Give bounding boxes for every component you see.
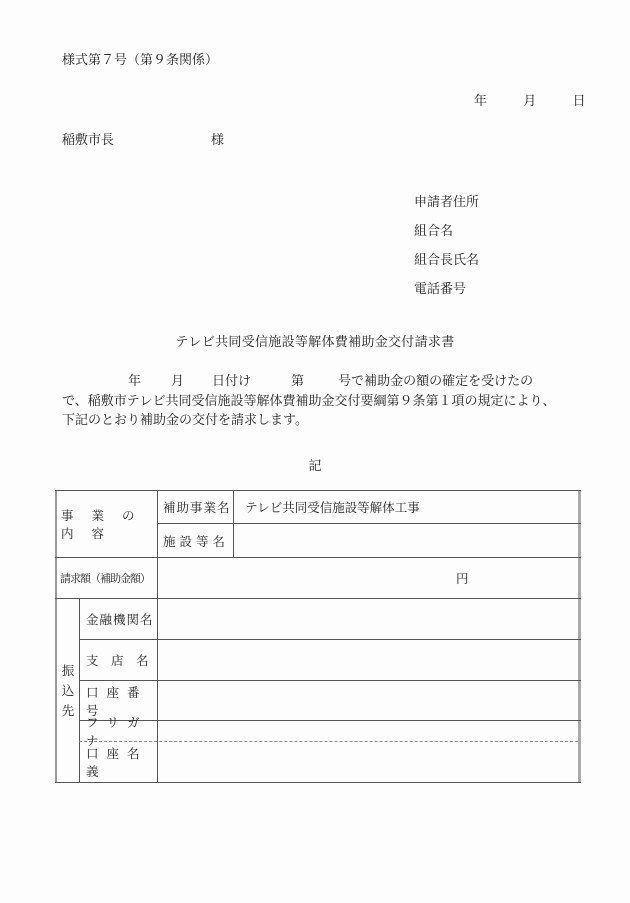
date-month: 月 — [523, 94, 537, 109]
applicant-block — [414, 188, 479, 304]
account-holder-label: 口 座 名 義 — [86, 746, 142, 779]
date-year: 年 — [474, 94, 488, 109]
addressee-honorific: 様 — [211, 133, 225, 148]
date-line — [474, 90, 586, 109]
request-table — [55, 490, 581, 783]
date-day: 日 — [572, 94, 586, 109]
form-number: 様式第７号（第９条関係） — [62, 53, 219, 68]
branch-name-label: 支 店 名 — [86, 653, 149, 668]
facility-name-label: 施 設 等 名 — [163, 533, 225, 549]
request-body — [62, 372, 582, 431]
body-line-3: 下記のとおり補助金の交付を請求します。 — [62, 413, 308, 428]
table-border-bottom — [55, 782, 581, 783]
account-number-field[interactable] — [158, 681, 578, 720]
project-name-label: 補助事業名 — [163, 499, 231, 515]
account-holder-field[interactable] — [158, 742, 578, 782]
body-line-2: で、稲敷市テレビ共同受信施設等解体費補助金交付要綱第９条第１項の規定により、 — [62, 393, 556, 409]
furigana-label: フ リ ガ ナ — [86, 715, 142, 748]
claim-amount-field[interactable] — [158, 558, 578, 598]
ki-heading: 記 — [308, 459, 322, 474]
table-border-right — [578, 490, 581, 783]
project-content-label: 事 業 の 内 容 — [61, 507, 142, 541]
project-name-field[interactable]: テレビ共同受信施設等解体工事 — [245, 499, 420, 515]
yen-unit: 円 — [456, 571, 469, 586]
facility-name-field[interactable] — [235, 524, 575, 557]
phone-number-label: 電話番号 — [414, 282, 467, 297]
claim-amount-label: 請求額（補助金額） — [60, 572, 150, 585]
branch-name-field[interactable] — [158, 640, 578, 680]
bank-name-label: 金融機関名 — [86, 612, 154, 627]
addressee-name: 稲敷市長 — [62, 133, 115, 148]
addressee — [62, 129, 225, 148]
account-number-label: 口 座 番 号 — [86, 684, 142, 718]
association-head-name-label: 組合長氏名 — [414, 253, 480, 268]
association-name-label: 組合名 — [414, 224, 454, 239]
body-line-1: 年 月 日付け 第 号で補助金の額の確定を受けたの — [128, 374, 534, 389]
furigana-field[interactable] — [158, 721, 578, 741]
document-title: テレビ共同受信施設等解体費補助金交付請求書 — [175, 335, 455, 350]
transfer-destination-label: 振 込 先 — [61, 662, 75, 718]
applicant-address-label: 申請者住所 — [414, 195, 480, 210]
bank-name-field[interactable] — [158, 599, 578, 639]
transfer-col-divider — [79, 598, 80, 783]
